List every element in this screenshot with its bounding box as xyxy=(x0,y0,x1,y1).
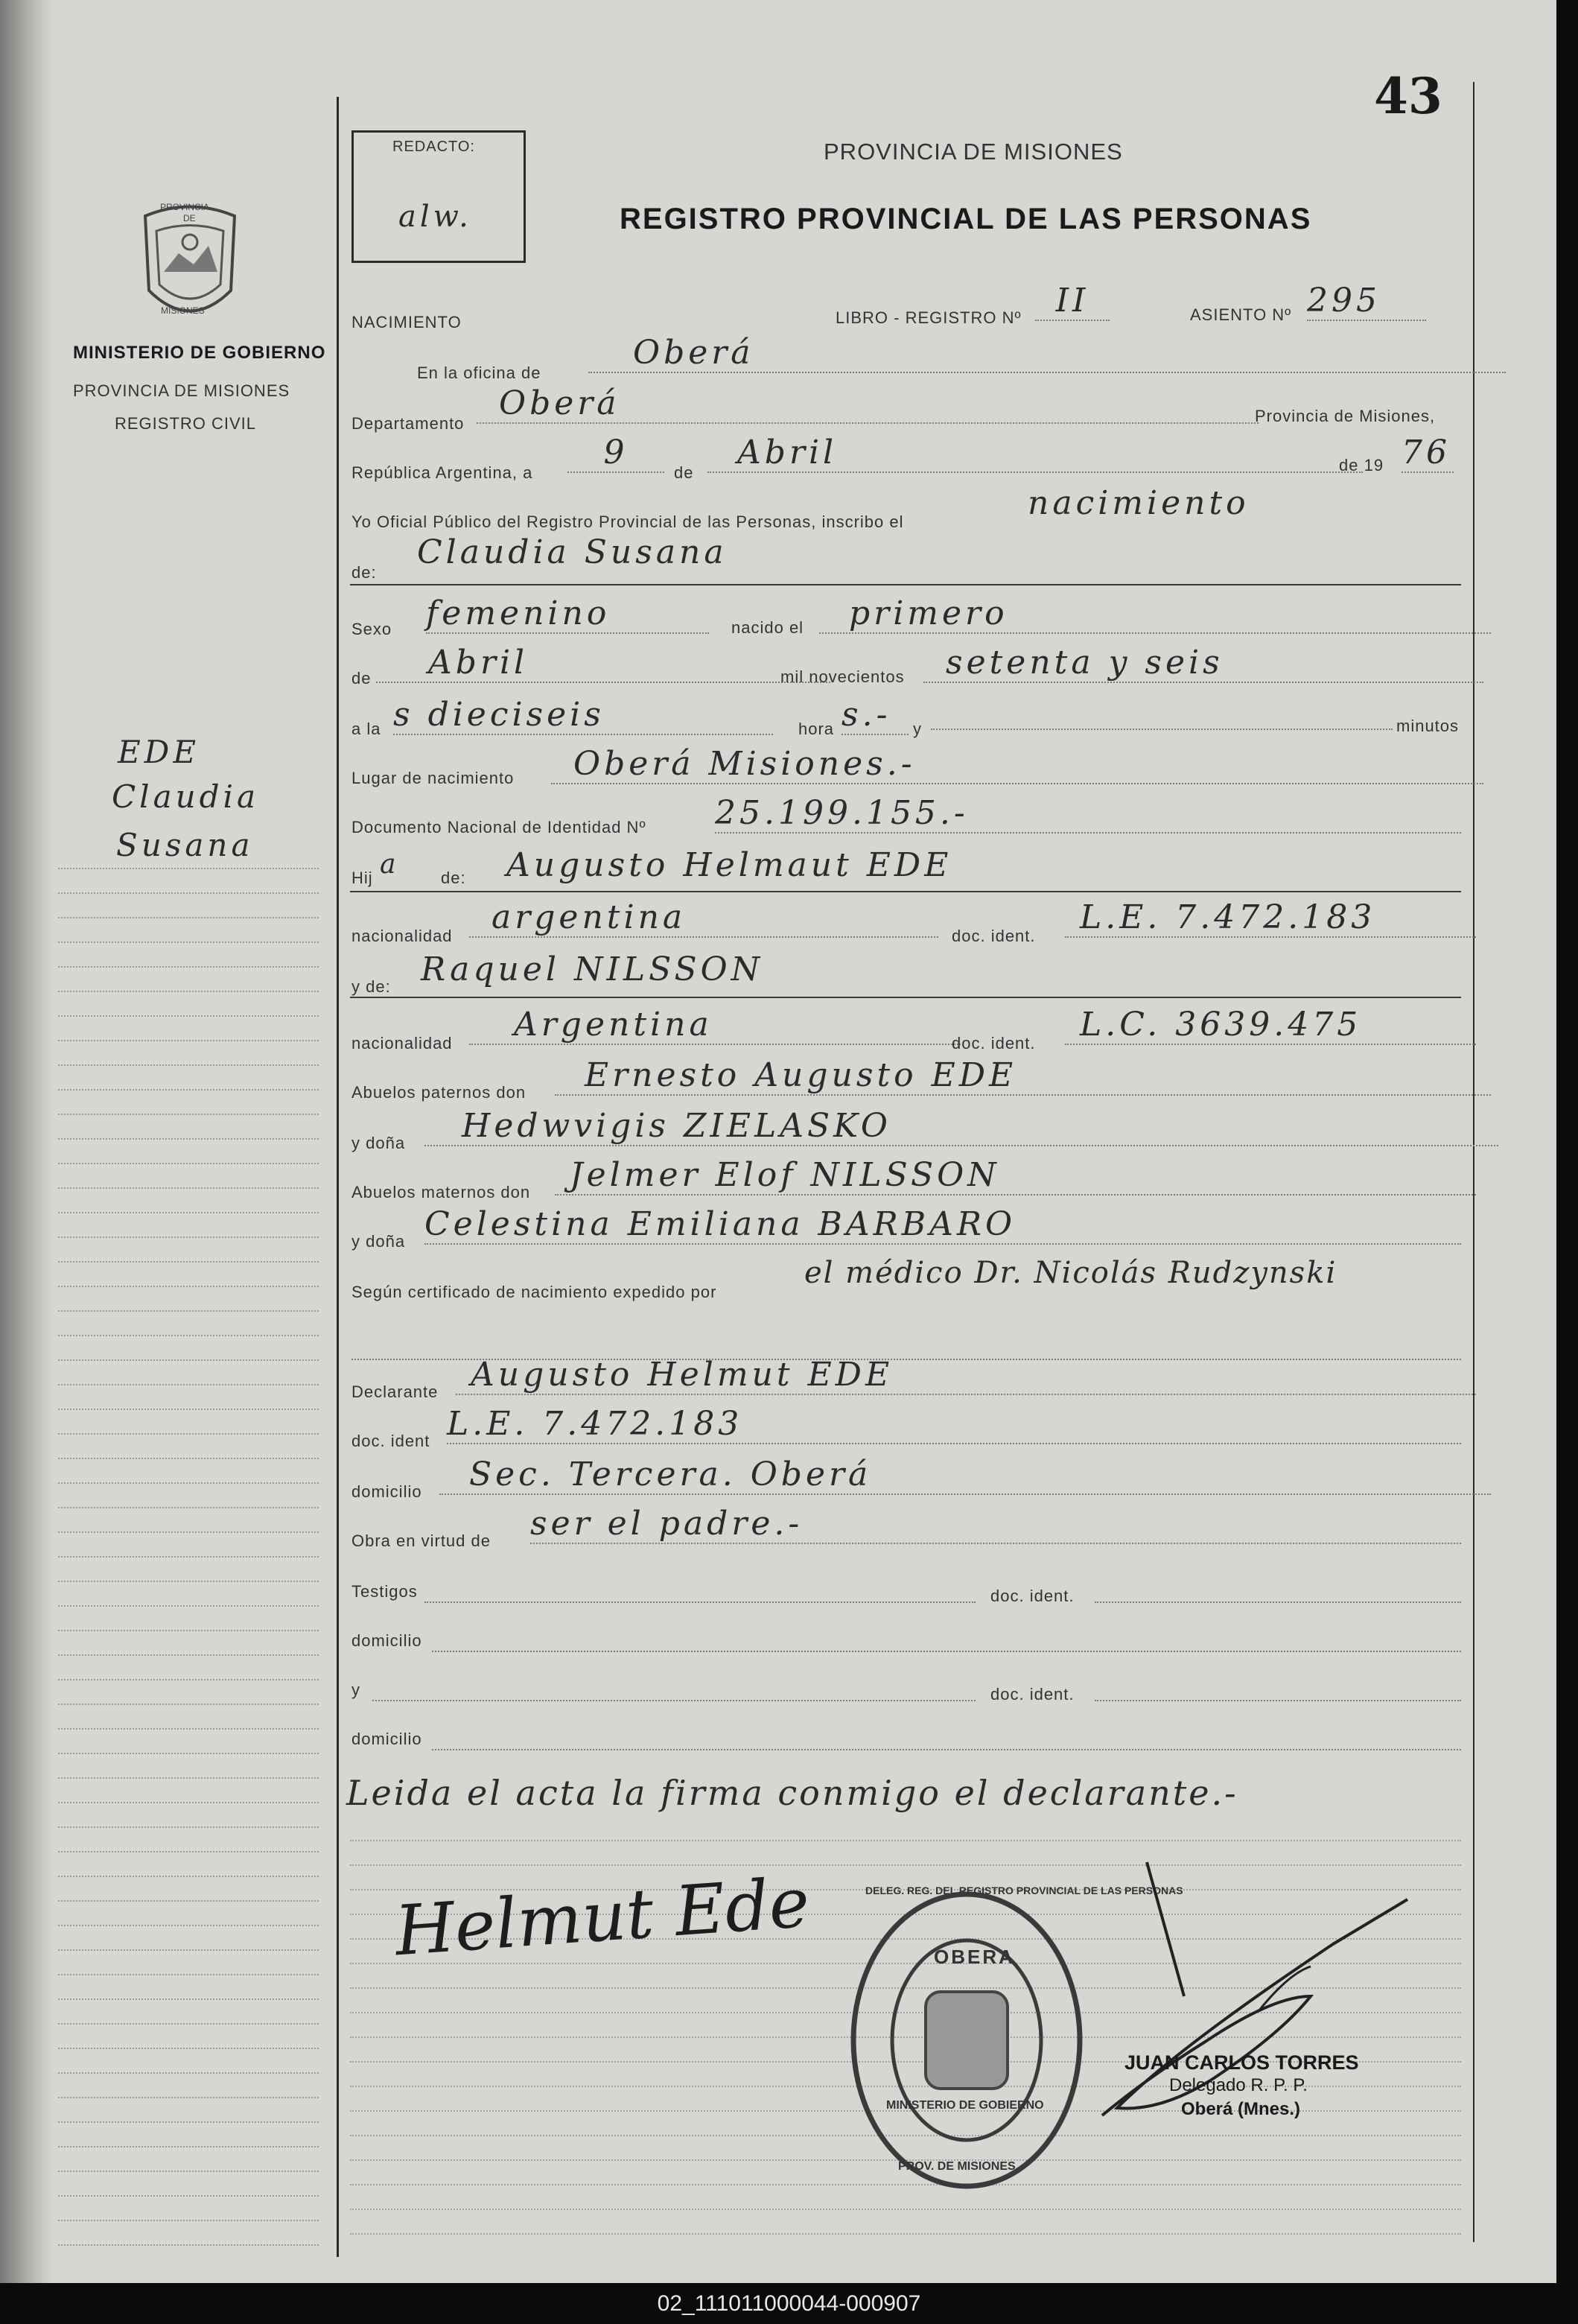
left-column-ruled-line xyxy=(58,1531,319,1533)
signature-ruled-line xyxy=(350,1840,1461,1841)
left-column-ruled-line xyxy=(58,1974,319,1975)
left-column-ruled-line xyxy=(58,942,319,943)
seal-inner-text: MINISTERIO DE GOBIERNO xyxy=(886,2099,1044,2112)
left-column-ruled-line xyxy=(58,1187,319,1189)
left-column-ruled-line xyxy=(58,1802,319,1803)
sexo-label: Sexo xyxy=(351,620,392,638)
left-column-ruled-line xyxy=(58,1507,319,1508)
obra-label: Obra en virtud de xyxy=(351,1531,491,1550)
crest-text-bottom: MISIONES xyxy=(161,305,205,316)
nacido-label: nacido el xyxy=(731,618,804,637)
left-column-ruled-line xyxy=(58,1605,319,1607)
left-column-ruled-line xyxy=(58,1212,319,1213)
fecha-de-label: de xyxy=(674,463,694,482)
header-title: REGISTRO PROVINCIAL DE LAS PERSONAS xyxy=(620,203,1312,235)
departamento-label: Departamento xyxy=(351,414,465,433)
ab-mat-dona: Celestina Emiliana BARBARO xyxy=(424,1205,1461,1245)
archive-id-footer: 02_111011000044-000907 xyxy=(0,2283,1578,2324)
left-column-ruled-line xyxy=(58,2072,319,2074)
left-column-ruled-line xyxy=(58,1556,319,1558)
record-type-label: NACIMIENTO xyxy=(351,313,462,331)
left-column-ruled-line xyxy=(58,2220,319,2221)
certificado-label: Según certificado de nacimiento expedido por xyxy=(351,1283,717,1301)
binding-gutter xyxy=(0,0,52,2283)
testigo2-doc-line xyxy=(1095,1700,1461,1701)
left-column-ruled-line xyxy=(58,2097,319,2098)
seal-city: OBERA xyxy=(934,1946,1015,1968)
dni-value: 25.199.155.- xyxy=(715,794,1461,834)
dni-label: Documento Nacional de Identidad Nº xyxy=(351,818,646,836)
left-column-ruled-line xyxy=(58,1826,319,1828)
testigo2-domicilio-label: domicilio xyxy=(351,1730,422,1748)
left-column-ruled-line xyxy=(58,2244,319,2246)
fecha-mes: Abril xyxy=(707,434,1363,473)
ab-pat-dona-label: y doña xyxy=(351,1134,406,1152)
fecha-anio: 76 xyxy=(1402,434,1454,473)
header-province: PROVINCIA DE MISIONES xyxy=(824,139,1123,165)
fecha-dia: 9 xyxy=(567,434,664,473)
madre-nac-value: Argentina xyxy=(469,1006,961,1045)
left-column-ruled-line xyxy=(58,1949,319,1951)
lugar-value: Oberá Misiones.- xyxy=(551,745,1483,784)
padre-nac-value: argentina xyxy=(469,898,938,938)
hijo-suffix: a xyxy=(380,849,400,880)
inscribo-label: Yo Oficial Público del Registro Provincial de las Personas, inscribo el xyxy=(351,512,904,531)
ministry-province: PROVINCIA DE MISIONES xyxy=(73,381,290,400)
signature-ruled-line xyxy=(350,2233,1461,2235)
madre-rule xyxy=(350,997,1461,998)
ministry-office: REGISTRO CIVIL xyxy=(115,414,257,433)
left-column-ruled-line xyxy=(58,917,319,918)
stamp-place: Oberá (Mnes.) xyxy=(1181,2099,1301,2119)
nombre-label: de: xyxy=(351,563,377,582)
declarante-label: Declarante xyxy=(351,1382,439,1401)
margin-note-second-name: Susana xyxy=(116,827,254,863)
madre-name: Raquel NILSSON xyxy=(421,950,764,988)
padre-rule xyxy=(350,891,1461,892)
republica-label: República Argentina, a xyxy=(351,463,533,482)
padre-doc-label: doc. ident. xyxy=(952,927,1036,945)
signature-ruled-line xyxy=(350,2209,1461,2210)
ab-mat-don: Jelmer Elof NILSSON xyxy=(555,1156,1476,1196)
testigos-domicilio-line xyxy=(432,1651,1461,1652)
ab-pat-dona: Hedwvigis ZIELASKO xyxy=(424,1107,1498,1146)
testigos-line xyxy=(424,1601,976,1603)
horas-suffix: s.- xyxy=(842,696,909,735)
left-column-ruled-line xyxy=(58,1163,319,1164)
declarante-doc-label: doc. ident xyxy=(351,1432,430,1450)
provincia-label: Provincia de Misiones, xyxy=(1255,407,1436,425)
crest-text-middle: DE xyxy=(183,213,196,223)
testigo2-y-label: y xyxy=(351,1680,360,1699)
left-column-ruled-line xyxy=(58,1064,319,1066)
left-column-ruled-line xyxy=(58,1114,319,1115)
libro-value: II xyxy=(1035,282,1110,321)
horas-label: hora xyxy=(798,720,835,738)
domicilio-value: Sec. Tercera. Oberá xyxy=(439,1455,1491,1495)
left-column-ruled-line xyxy=(58,2121,319,2123)
left-column-ruled-line xyxy=(58,1482,319,1484)
official-seal-icon xyxy=(847,1888,1086,2193)
left-column-ruled-line xyxy=(58,1998,319,2000)
seal-bottom-text: PROV. DE MISIONES xyxy=(898,2160,1016,2173)
ab-pat-label: Abuelos paternos don xyxy=(351,1083,526,1102)
left-column-ruled-line xyxy=(58,1335,319,1336)
sexo-value: femenino xyxy=(426,594,709,634)
obra-value: ser el padre.- xyxy=(530,1505,1461,1544)
madre-nac-label: nacionalidad xyxy=(351,1034,453,1053)
left-column-ruled-line xyxy=(58,1728,319,1730)
padre-doc-value: L.E. 7.472.183 xyxy=(1065,898,1476,938)
left-column-ruled-line xyxy=(58,1458,319,1459)
left-column-ruled-line xyxy=(58,2171,319,2172)
left-column-rule xyxy=(337,97,339,2257)
left-column-ruled-line xyxy=(58,1876,319,1877)
margin-note-surname: EDE xyxy=(118,734,200,770)
left-column-ruled-line xyxy=(58,2048,319,2049)
left-column-ruled-line xyxy=(58,1384,319,1385)
left-column-ruled-line xyxy=(58,1900,319,1902)
left-column-ruled-line xyxy=(58,991,319,992)
testigos-label: Testigos xyxy=(351,1582,418,1601)
mes-value: Abril xyxy=(376,644,830,683)
page-number: 43 xyxy=(1374,67,1442,125)
left-column-ruled-line xyxy=(58,2195,319,2197)
closing-text: Leida el acta la firma conmigo el declarante.- xyxy=(346,1773,1238,1813)
oficina-value: Oberá xyxy=(588,334,1506,373)
left-column-ruled-line xyxy=(58,1015,319,1017)
left-column-ruled-line xyxy=(58,1851,319,1852)
fecha-de19-label: de 19 xyxy=(1339,456,1384,474)
domicilio-label: domicilio xyxy=(351,1482,422,1501)
left-column-ruled-line xyxy=(58,2023,319,2025)
stamp-name: JUAN CARLOS TORRES xyxy=(1124,2051,1359,2074)
padre-nac-label: nacionalidad xyxy=(351,927,453,945)
minutos-line xyxy=(931,728,1393,730)
redacto-box xyxy=(351,130,526,263)
left-column-ruled-line xyxy=(58,1138,319,1140)
ab-mat-label: Abuelos maternos don xyxy=(351,1183,531,1201)
anio-value: setenta y seis xyxy=(923,644,1483,683)
ministry-name: MINISTERIO DE GOBIERNO xyxy=(73,343,326,363)
departamento-value: Oberá xyxy=(477,384,1259,424)
ab-mat-dona-label: y doña xyxy=(351,1232,406,1251)
testigo2-line xyxy=(372,1700,976,1701)
declarant-signature: Helmut Ede xyxy=(392,1862,812,1972)
left-column-ruled-line xyxy=(58,1777,319,1779)
left-column-ruled-line xyxy=(58,1679,319,1680)
asiento-label: ASIENTO Nº xyxy=(1190,305,1292,324)
nombre-rule xyxy=(350,584,1461,585)
left-column-ruled-line xyxy=(58,1433,319,1435)
ab-pat-don: Ernesto Augusto EDE xyxy=(555,1056,1491,1096)
left-column-ruled-line xyxy=(58,1040,319,1041)
testigos-doc-label: doc. ident. xyxy=(990,1587,1075,1605)
stamp-role: Delegado R. P. P. xyxy=(1169,2075,1308,2095)
left-column-ruled-line xyxy=(58,1654,319,1656)
margin-note-first-name: Claudia xyxy=(112,778,260,815)
redacto-label: REDACTO: xyxy=(392,139,475,155)
mes-de-label: de xyxy=(351,669,372,688)
left-column-ruled-line xyxy=(58,1359,319,1361)
madre-doc-value: L.C. 3639.475 xyxy=(1065,1006,1476,1045)
libro-label: LIBRO - REGISTRO Nº xyxy=(836,308,1022,327)
left-column-ruled-line xyxy=(58,1310,319,1312)
testigos-doc-line xyxy=(1095,1601,1461,1603)
oficina-label: En la oficina de xyxy=(417,363,541,382)
testigo2-domicilio-line xyxy=(432,1749,1461,1750)
asiento-value: 295 xyxy=(1307,282,1426,321)
left-column-ruled-line xyxy=(58,1753,319,1754)
crest-text-top: PROVINCIA xyxy=(160,202,210,212)
left-column-ruled-line xyxy=(58,1261,319,1263)
left-column-ruled-line xyxy=(58,1630,319,1631)
hijo-label: Hij xyxy=(351,869,373,887)
hijo-de-label: de: xyxy=(441,869,466,887)
certificado-value: el médico Dr. Nicolás Rudzynski xyxy=(804,1256,1337,1290)
mil-label: mil novecientos xyxy=(780,667,905,686)
testigo2-doc-label: doc. ident. xyxy=(990,1685,1075,1704)
declarante-doc-value: L.E. 7.472.183 xyxy=(447,1405,1461,1444)
madre-doc-label: doc. ident. xyxy=(952,1034,1036,1053)
minutos-label: minutos xyxy=(1396,717,1460,735)
left-column-ruled-line xyxy=(58,1236,319,1238)
hora-value: s dieciseis xyxy=(393,696,773,735)
hora-y-label: y xyxy=(913,720,922,738)
left-column-ruled-line xyxy=(58,1704,319,1705)
nombre-value: Claudia Susana xyxy=(417,533,728,571)
alas-label: a la xyxy=(351,720,381,738)
left-column-ruled-line xyxy=(58,1286,319,1287)
lugar-label: Lugar de nacimiento xyxy=(351,769,515,787)
left-column-ruled-line xyxy=(58,868,319,869)
testigos-domicilio-label: domicilio xyxy=(351,1631,422,1650)
seal-outer-text: DELEG. REG. DEL REGISTRO PROVINCIAL DE LAS PERSONAS xyxy=(865,1885,1183,1896)
left-column-ruled-line xyxy=(58,2146,319,2147)
left-column-ruled-line xyxy=(58,966,319,968)
left-column-ruled-line xyxy=(58,1089,319,1090)
declarante-value: Augusto Helmut EDE xyxy=(456,1356,1476,1395)
madre-label: y de: xyxy=(351,977,391,996)
left-column-ruled-line xyxy=(58,1409,319,1410)
nacido-value: primero xyxy=(819,594,1491,634)
left-column-ruled-line xyxy=(58,1581,319,1582)
redacto-initials: alw. xyxy=(398,200,472,234)
padre-name: Augusto Helmaut EDE xyxy=(506,846,952,884)
left-column-ruled-line xyxy=(58,1925,319,1926)
inscribo-value: nacimiento xyxy=(1028,484,1250,522)
left-column-ruled-line xyxy=(58,892,319,894)
